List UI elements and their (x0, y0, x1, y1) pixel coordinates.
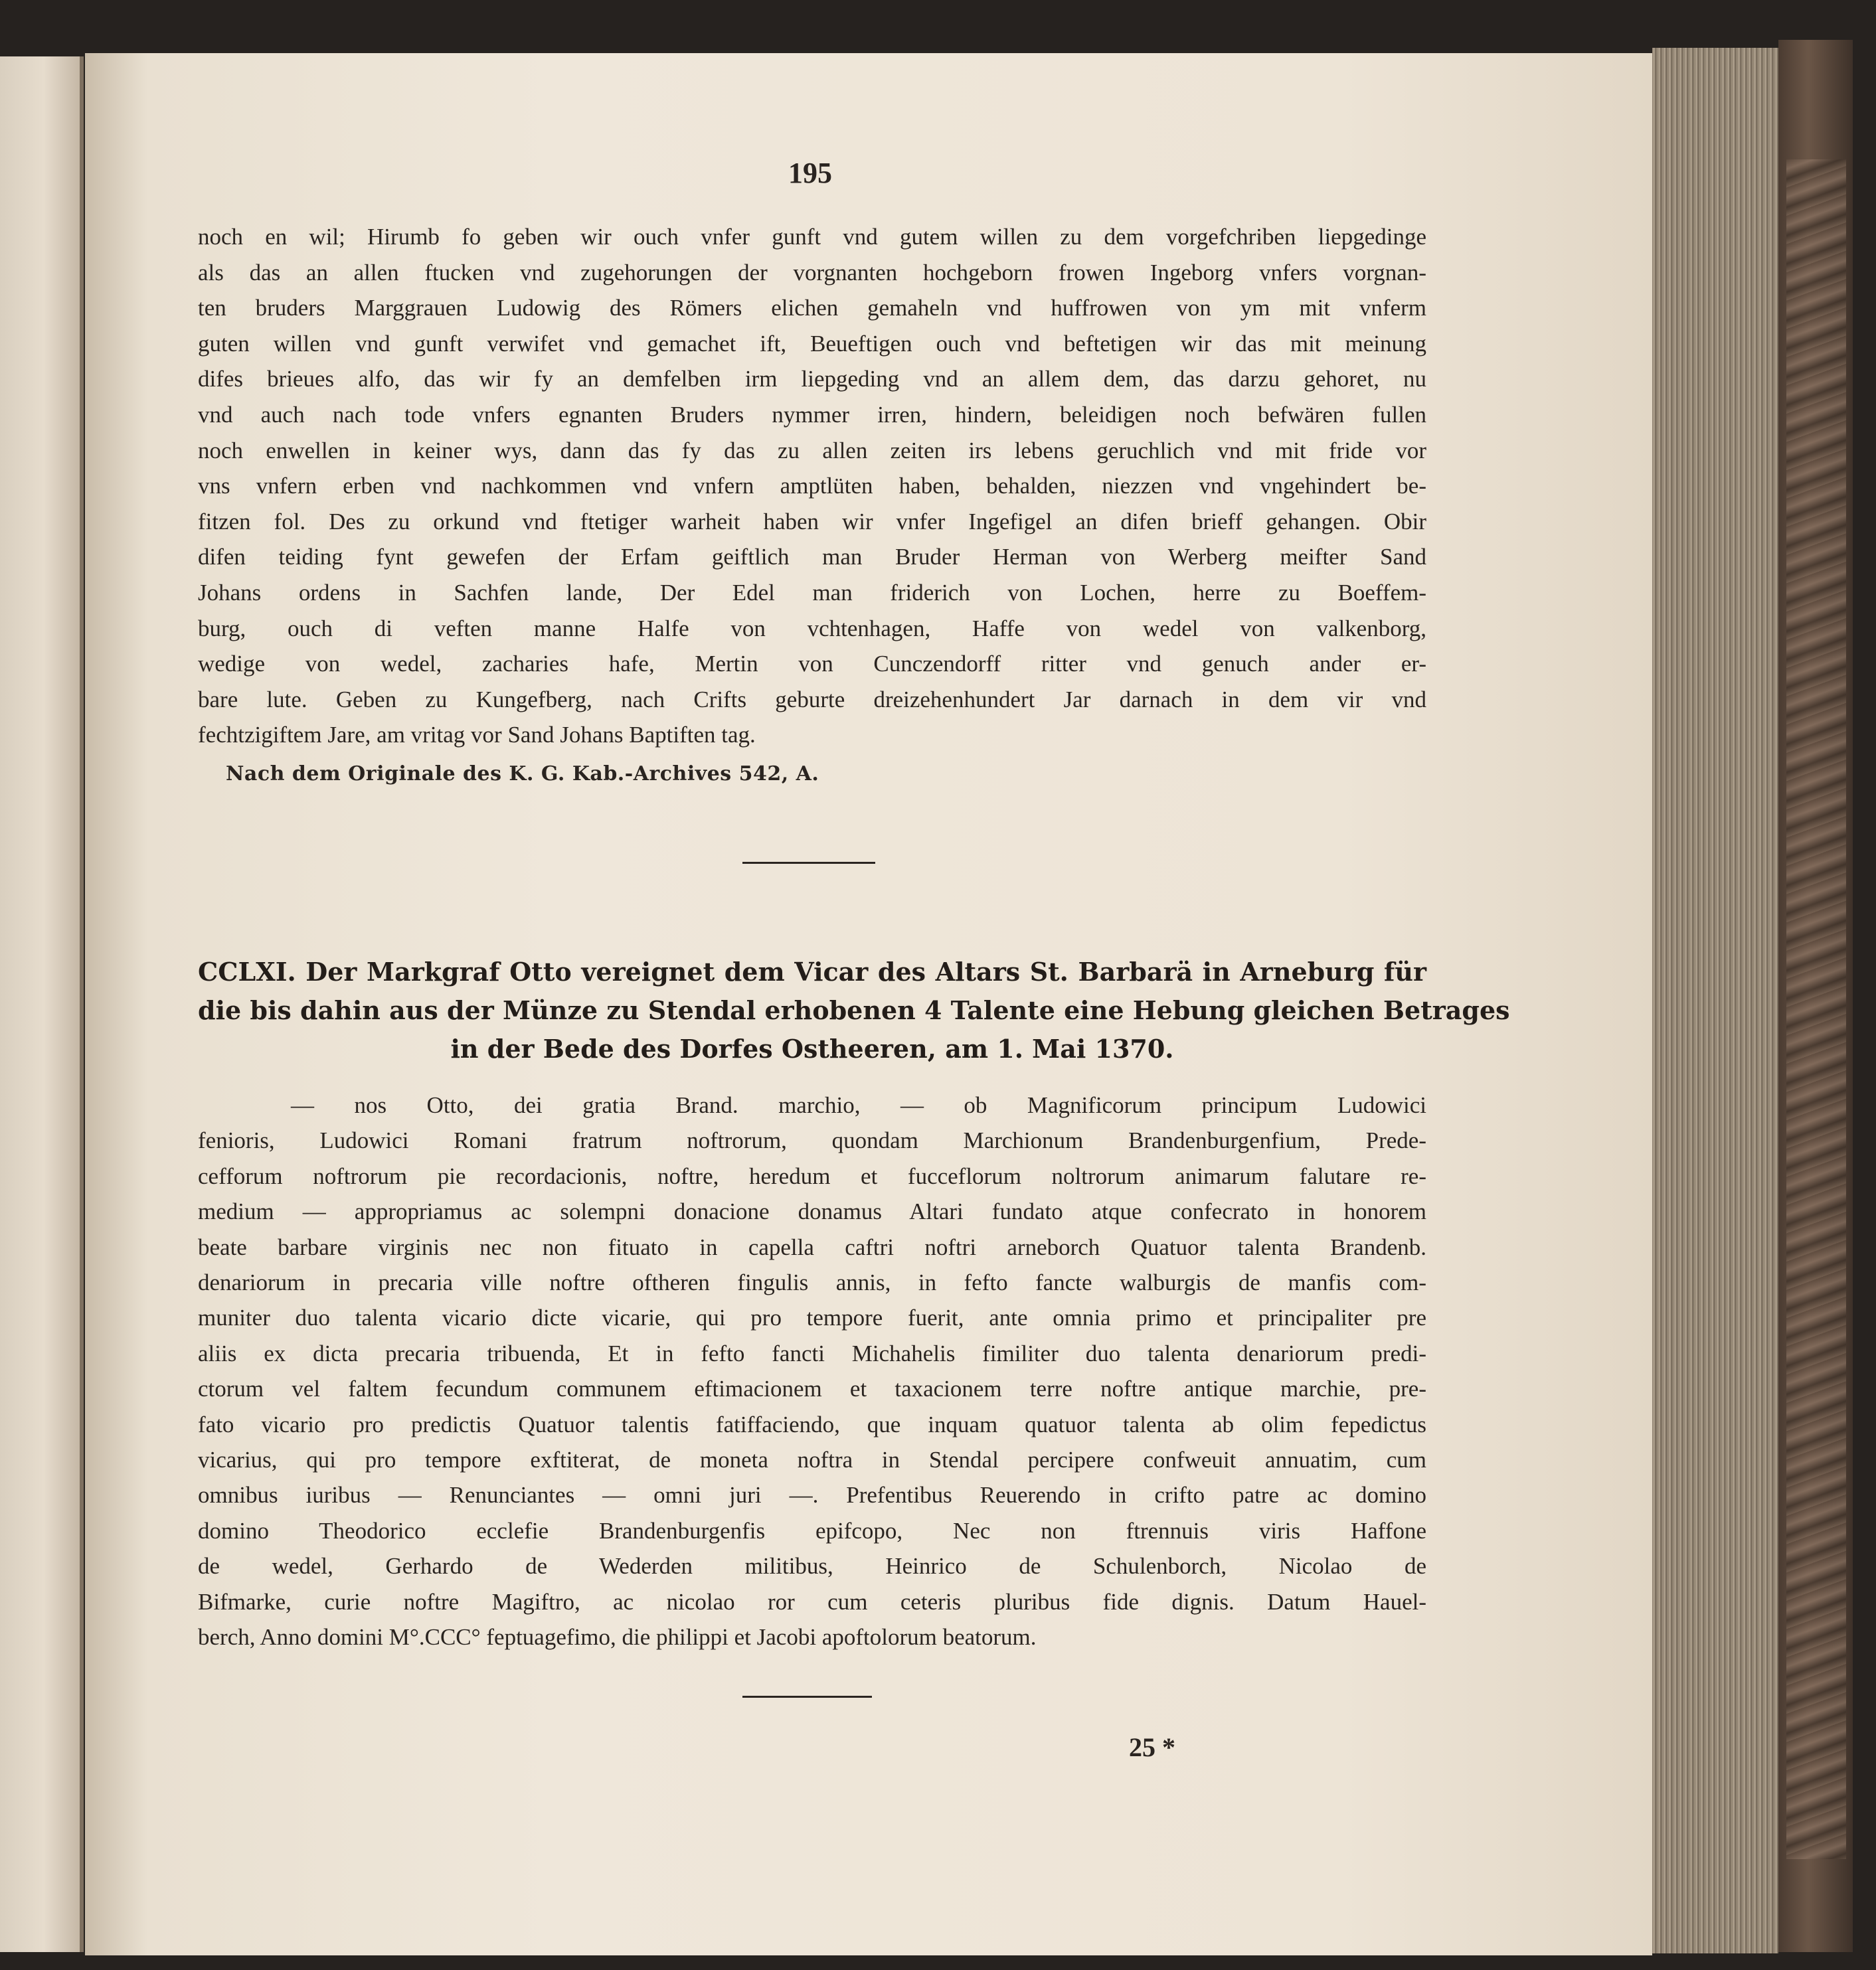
text-line: fitzen fol. Des zu orkund vnd ftetiger warheit haben wir vnfer Ingefigel an difen brieff gehangen. Obir (198, 508, 1426, 534)
text-line: Johans ordens in Sachfen lande, Der Edel man friderich von Lochen, herre zu Boeffem- (198, 579, 1426, 606)
text-line: cefforum noftrorum pie recordacionis, noftre, heredum et fucceflorum noltrorum animarum falutare re- (198, 1163, 1426, 1189)
source-note: Nach dem Originale des K. G. Kab.-Archives 542, A. (226, 762, 819, 785)
document-heading (198, 953, 1510, 1068)
text-line: beate barbare virginis nec non fituato in capella caftri noftri arneborch Quatuor talenta Brandenb. (198, 1234, 1426, 1260)
heading-line: CCLXI. Der Markgraf Otto vereignet dem Vicar des Altars St. Barbarä in Arneburg für (198, 957, 1426, 987)
marbled-cover-pattern (1786, 159, 1846, 1859)
section-divider-bottom (742, 1696, 872, 1698)
text-line: als das an allen ftucken vnd zugehorungen der vorgnanten hochgeborn frowen Ingeborg vnfers vorgnan- (198, 259, 1426, 286)
text-line: medium — appropriamus ac solempni donacione donamus Altari fundato atque confecrato in honorem (198, 1198, 1426, 1225)
text-line: domino Theodorico ecclefie Brandenburgenfis epifcopo, Nec non ftrennuis viris Haffone (198, 1517, 1426, 1544)
text-line: Bifmarke, curie noftre Magiftro, ac nicolao ror cum ceteris pluribus fide dignis. Datum Hauel- (198, 1588, 1426, 1615)
text-line: fenioris, Ludowici Romani fratrum noftrorum, quondam Marchionum Brandenburgenfium, Prede- (198, 1127, 1426, 1154)
text-line: vns vnfern erben vnd nachkommen vnd vnfern amptlüten haben, behalden, niezzen vnd vngehindert be- (198, 473, 1426, 499)
heading-line: die bis dahin aus der Münze zu Stendal erhobenen 4 Talente eine Hebung gleichen Betrages (198, 995, 1510, 1025)
paragraph-latin-charter (198, 1088, 1426, 1655)
section-divider-top (742, 862, 875, 864)
text-line: difen teiding fynt gewefen der Erfam geiftlich man Bruder Herman von Werberg meifter Sand (198, 544, 1426, 570)
left-page-edge (0, 56, 84, 1952)
text-line: muniter duo talenta vicario dicte vicarie, qui pro tempore fuerit, ante omnia primo et principaliter pre (198, 1305, 1426, 1331)
text-line: ctorum vel faltem fecundum communem eftimacionem et taxacionem terre noftre antique marchie, pre- (198, 1376, 1426, 1402)
text-line: wedige von wedel, zacharies hafe, Mertin von Cunczendorff ritter vnd genuch ander er- (198, 651, 1426, 677)
text-line: denariorum in precaria ville noftre oftheren fingulis annis, in fefto fancte walburgis de manfis com- (198, 1270, 1426, 1296)
signature-mark: 25 * (1129, 1732, 1175, 1762)
text-line: fato vicario pro predictis Quatuor talentis fatiffaciendo, que inquam quatuor talenta ab olim fepedictus (198, 1411, 1426, 1437)
text-line: noch en wil; Hirumb fo geben wir ouch vnfer gunft vnd gutem willen zu dem vorgefchriben liepgedinge (198, 224, 1426, 250)
text-line: vnd auch nach tode vnfers egnanten Bruders nymmer irren, hindern, beleidigen noch befwären fullen (198, 401, 1426, 428)
text-line: berch, Anno domini M°.CCC° feptuagefimo, die philippi et Jacobi apoftolorum beatorum. (198, 1624, 1037, 1651)
text-line: aliis ex dicta precaria tribuenda, Et in fefto fancti Michahelis fimiliter duo talenta denariorum predi- (198, 1340, 1426, 1366)
text-line: de wedel, Gerhardo de Wederden militibus, Heinrico de Schulenborch, Nicolao de (198, 1553, 1426, 1580)
text-line: — nos Otto, dei gratia Brand. marchio, — ob Magnificorum principum Ludowici (291, 1092, 1426, 1118)
text-line: ten bruders Marggrauen Ludowig des Römers elichen gemaheln vnd huffrowen von ym mit vnferm (198, 295, 1426, 321)
text-line: fechtzigiftem Jare, am vritag vor Sand Johans Baptiften tag. (198, 722, 756, 748)
text-line: difes brieues alfo, das wir fy an demfelben irm liepgeding vnd an allem dem, das darzu gehoret, nu (198, 366, 1426, 392)
text-line: omnibus iuribus — Renunciantes — omni juri —. Prefentibus Reuerendo in crifto patre ac domino (198, 1482, 1426, 1509)
text-line: bare lute. Geben zu Kungefberg, nach Crifts geburte dreizehenhundert Jar darnach in dem vir vnd (198, 686, 1426, 712)
page-number: 195 (788, 157, 832, 189)
paragraph-charter-text (198, 219, 1426, 753)
text-line: vicarius, qui pro tempore exftiterat, de moneta noftra in Stendal percipere confweuit annuatim, cum (198, 1447, 1426, 1473)
text-line: guten willen vnd gunft verwifet vnd gemachet ift, Beueftigen ouch vnd beftetigen wir das mit meinung (198, 330, 1426, 357)
text-line: noch enwellen in keiner wys, dann das fy das zu allen zeiten irs lebens geruchlich vnd mit fride vor (198, 437, 1426, 463)
text-line: burg, ouch di veften manne Halfe von vchtenhagen, Haffe von wedel von valkenborg, (198, 615, 1426, 641)
page-block-edges (1652, 48, 1778, 1953)
heading-line: in der Bede des Dorfes Ostheeren, am 1. Mai 1370. (450, 1034, 1174, 1064)
